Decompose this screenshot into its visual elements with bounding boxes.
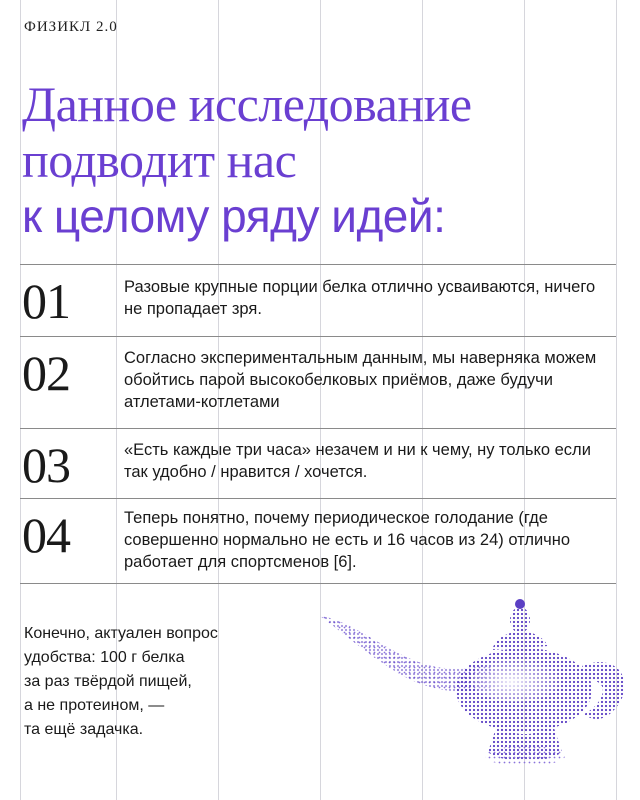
list-item bbox=[20, 264, 616, 336]
note-line-2: удобства: 100 г белка bbox=[24, 649, 185, 666]
item-number: 01 bbox=[22, 273, 70, 329]
headline bbox=[22, 76, 472, 244]
closing-note bbox=[24, 622, 218, 742]
headline-line-2: подводит нас bbox=[22, 132, 297, 188]
note-line-5: та ещё задачка. bbox=[24, 721, 144, 738]
note-line-4: а не протеином, — bbox=[24, 697, 165, 714]
item-number: 03 bbox=[22, 437, 70, 493]
list-item bbox=[20, 336, 616, 428]
item-text: Согласно экспериментальным данным, мы наверняка можем обойтись парой высокобелковых приёмов, даже будучи атлетами-котлетами bbox=[124, 349, 597, 411]
headline-line-3: к целому ряду идей: bbox=[22, 190, 446, 242]
item-text: Теперь понятно, почему периодическое голодание (где совершенно нормально не есть и 16 часов из 24) отлично работает для спортсменов [6]. bbox=[124, 509, 571, 571]
note-line-1: Конечно, актуален вопрос bbox=[24, 625, 218, 642]
item-number: 04 bbox=[22, 507, 70, 563]
item-text: Разовые крупные порции белка отлично усваиваются, ничего не пропадает зря. bbox=[124, 278, 596, 318]
ideas-list bbox=[20, 264, 616, 584]
item-text: «Есть каждые три часа» незачем и ни к чему, ну только если так удобно / нравится / хочется. bbox=[124, 441, 591, 481]
list-item bbox=[20, 498, 616, 584]
item-number: 02 bbox=[22, 345, 70, 401]
magic-lamp-icon bbox=[312, 580, 640, 780]
headline-line-1: Данное исследование bbox=[22, 76, 472, 132]
brand-logo: ФИЗИКЛ 2.0 bbox=[24, 19, 118, 35]
note-line-3: за раз твёрдой пищей, bbox=[24, 673, 192, 690]
list-item bbox=[20, 428, 616, 498]
